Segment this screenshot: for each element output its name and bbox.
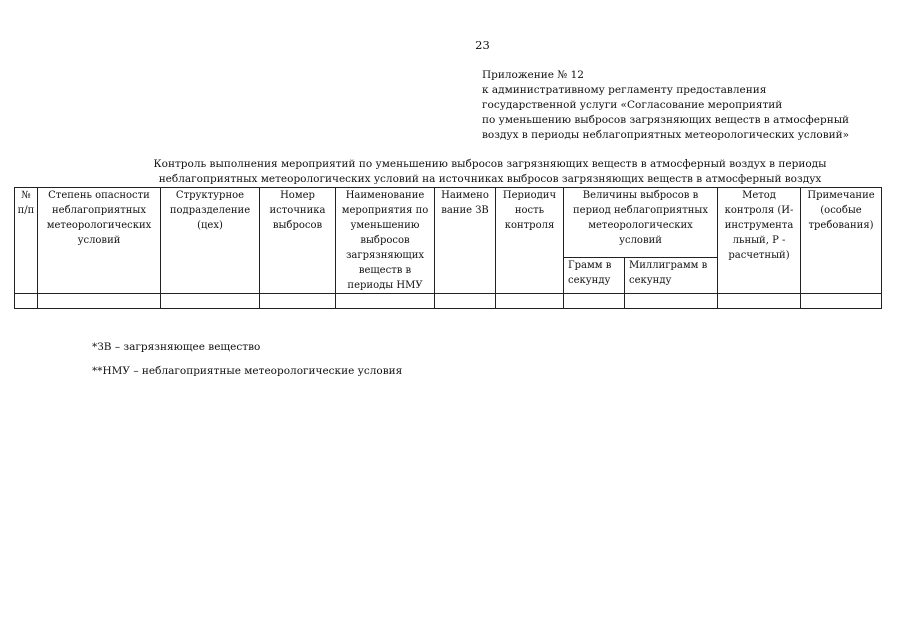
table-cell [15, 294, 38, 309]
appendix-line: к административному регламенту предоставления [482, 84, 767, 96]
footnote-nmu: **НМУ – неблагоприятные метеорологические условия [92, 365, 403, 377]
header-pollutant-name: Наимено вание ЗВ [435, 188, 496, 294]
title-line: неблагоприятных метеорологических условий на источниках выбросов загрязняющих веществ в атмосферный воздух [158, 173, 822, 185]
header-measure-name: Наименование мероприятия по уменьшению выбросов загрязняющих веществ в периоды НМУ [336, 188, 435, 294]
footnote-zv: *ЗВ – загрязняющее вещество [92, 341, 261, 353]
header-milligrams-per-second: Миллиграмм в секунду [625, 258, 718, 294]
appendix-block [482, 68, 849, 143]
header-emission-values: Величины выбросов в период неблагоприятных метеорологических условий [564, 188, 718, 258]
table-cell [435, 294, 496, 309]
document-title [0, 157, 905, 187]
header-control-periodicity: Периодич ность контроля [496, 188, 564, 294]
table-cell [625, 294, 718, 309]
table-cell [564, 294, 625, 309]
page-number: 23 [475, 38, 490, 52]
title-line: Контроль выполнения мероприятий по уменьшению выбросов загрязняющих веществ в атмосферный воздух в периоды [153, 158, 827, 170]
header-num: № п/п [15, 188, 38, 294]
appendix-line: воздух в периоды неблагоприятных метеорологических условий» [482, 129, 850, 141]
table-cell [38, 294, 161, 309]
table-cell [718, 294, 801, 309]
table-row [15, 294, 882, 309]
header-control-method: Метод контроля (И-инструмента льный, Р - расчетный) [718, 188, 801, 294]
appendix-line: государственной услуги «Согласование мероприятий [482, 99, 783, 111]
header-hazard-level: Степень опасности неблагоприятных метеорологических условий [38, 188, 161, 294]
header-grams-per-second: Грамм в секунду [564, 258, 625, 294]
appendix-line: Приложение № 12 [482, 69, 584, 81]
control-table [14, 187, 882, 309]
header-structural-unit: Структурное подразделение (цех) [161, 188, 260, 294]
table-cell [336, 294, 435, 309]
table-cell [260, 294, 336, 309]
appendix-line: по уменьшению выбросов загрязняющих веществ в атмосферный [482, 114, 850, 126]
table-cell [496, 294, 564, 309]
header-source-number: Номер источника выбросов [260, 188, 336, 294]
header-note: Примечание (особые требования) [801, 188, 882, 294]
table-cell [161, 294, 260, 309]
table-cell [801, 294, 882, 309]
